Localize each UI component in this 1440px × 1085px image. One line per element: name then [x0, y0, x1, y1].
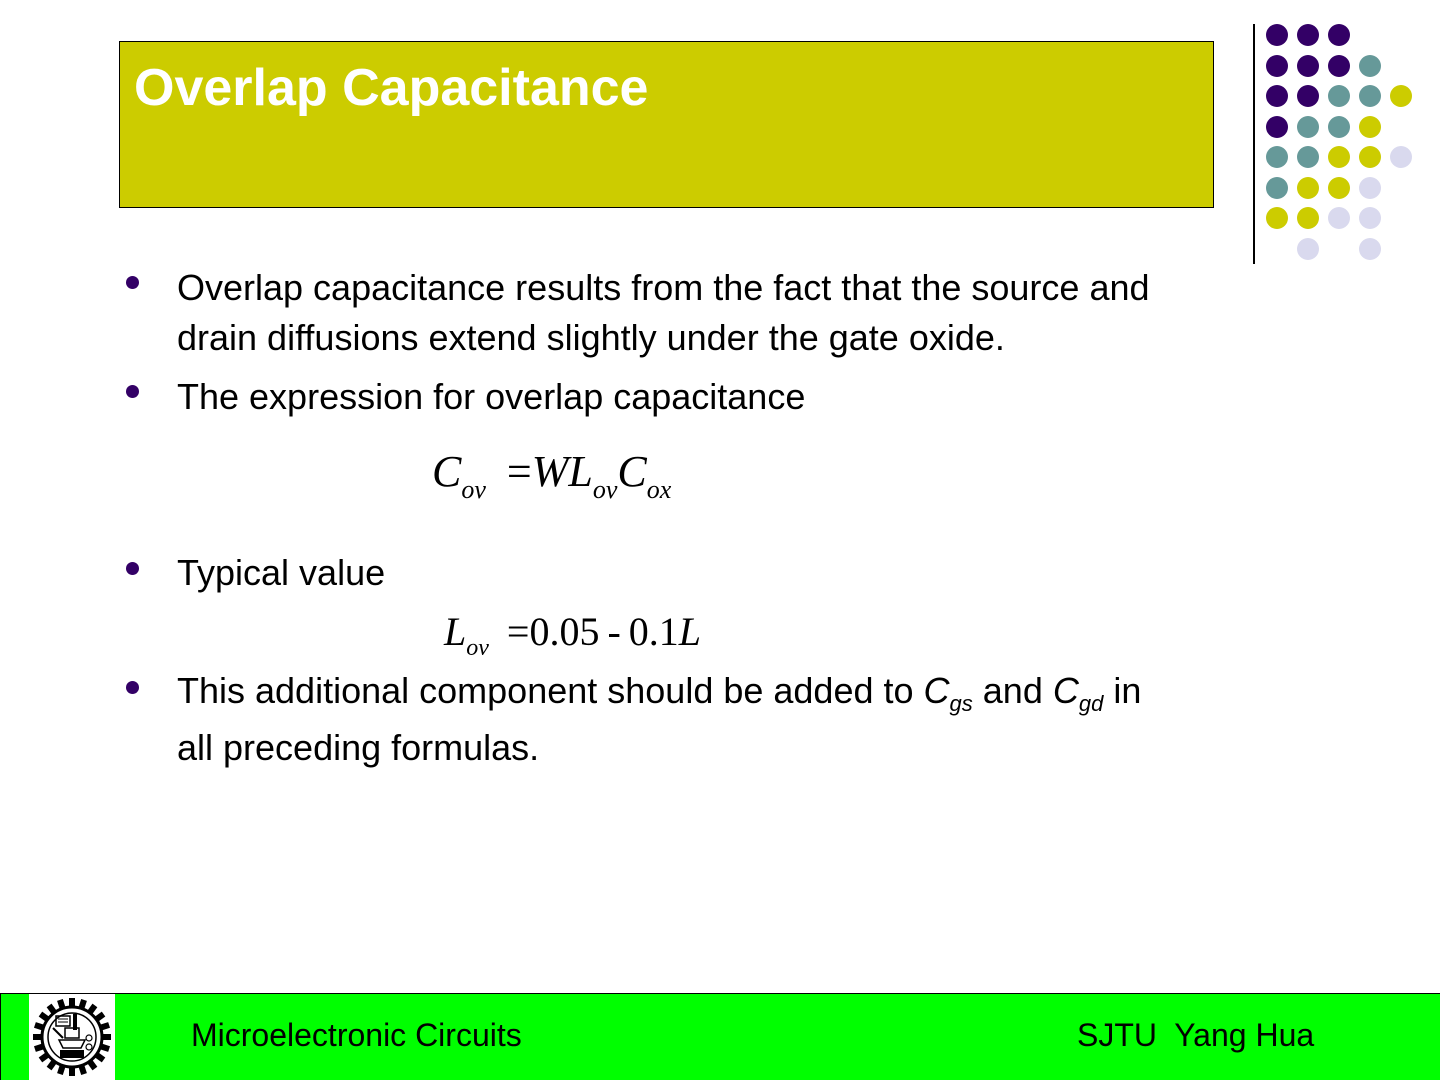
title-box	[119, 41, 1214, 208]
decor-dot	[1266, 207, 1288, 229]
decor-dot	[1266, 55, 1288, 77]
decor-dot	[1266, 146, 1288, 168]
decor-dot	[1328, 116, 1350, 138]
decor-dot	[1328, 85, 1350, 107]
decor-dot	[1266, 85, 1288, 107]
decor-dot	[1266, 116, 1288, 138]
bullet-3-text: Typical value	[177, 552, 386, 593]
decor-divider	[1253, 24, 1255, 264]
decor-dot	[1297, 238, 1319, 260]
decor-dot	[1297, 116, 1319, 138]
decor-dot	[1297, 207, 1319, 229]
university-logo	[29, 994, 115, 1080]
decor-dot	[1359, 207, 1381, 229]
bullet-marker	[126, 385, 139, 398]
decor-dot	[1328, 55, 1350, 77]
decor-dot	[1390, 146, 1412, 168]
decor-dot	[1359, 116, 1381, 138]
footer-author: SJTU Yang Hua	[1077, 1017, 1315, 1053]
equation-overlap-capacitance: $C_{ov} =WL_{ov}C_{ox}$	[432, 447, 672, 504]
decor-dot	[1297, 55, 1319, 77]
decor-dot	[1359, 85, 1381, 107]
bullet-marker	[126, 562, 139, 575]
decor-dot	[1359, 55, 1381, 77]
decor-dot	[1328, 24, 1350, 46]
decor-dot	[1297, 85, 1319, 107]
decor-dot	[1328, 207, 1350, 229]
equation-typical-value: $L_{ov} =0.05 - 0.1L$	[444, 609, 702, 661]
bullet-marker	[126, 276, 139, 289]
decor-dot	[1328, 177, 1350, 199]
bullet-4-line-2: all preceding formulas.	[177, 727, 540, 768]
decor-dot	[1266, 177, 1288, 199]
decor-dot	[1359, 238, 1381, 260]
bullet-4-line-1: This additional component should be added to $C_{gs}$ and $C_{gd}$ in	[177, 670, 1142, 716]
decor-dot	[1297, 177, 1319, 199]
decor-dot	[1297, 146, 1319, 168]
decor-dot	[1359, 177, 1381, 199]
bullet-marker	[126, 681, 139, 694]
slide-title: Overlap Capacitance	[134, 59, 649, 117]
decor-dot	[1266, 24, 1288, 46]
bullet-2-text: The expression for overlap capacitance	[177, 376, 806, 417]
bullet-1-line-2: drain diffusions extend slightly under the gate oxide.	[177, 317, 1005, 358]
decor-dot	[1328, 146, 1350, 168]
decor-dot	[1390, 85, 1412, 107]
bullet-1-line-1: Overlap capacitance results from the fact that the source and	[177, 267, 1150, 308]
decor-dot	[1359, 146, 1381, 168]
footer-bar	[0, 993, 1440, 1080]
footer-course-title: Microelectronic Circuits	[191, 1017, 522, 1053]
decor-dot	[1297, 24, 1319, 46]
